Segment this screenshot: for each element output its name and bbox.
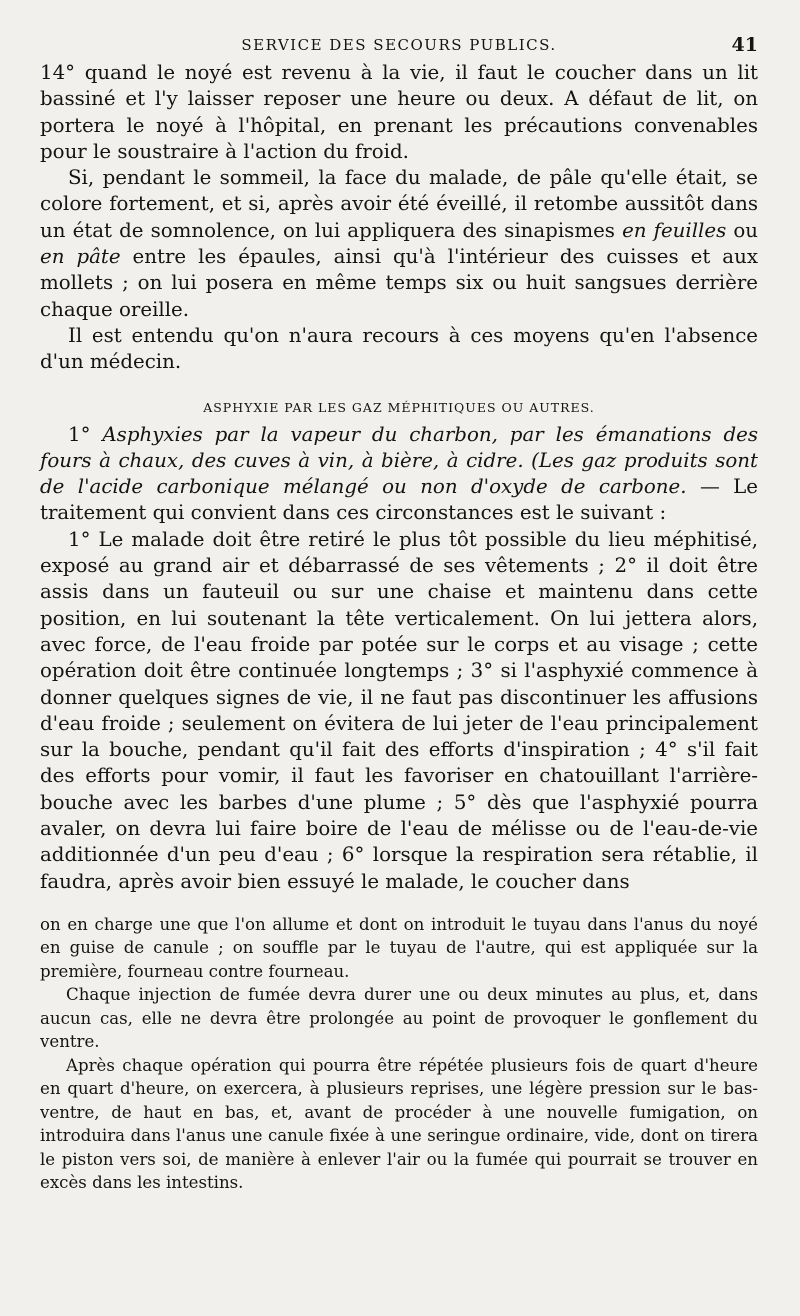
- italic-term: en pâte: [40, 245, 121, 269]
- page-number: 41: [731, 34, 758, 56]
- running-title: SERVICE DES SECOURS PUBLICS.: [241, 36, 557, 54]
- text-run: entre les épaules, ainsi qu'à l'intérieur des cuisses et aux mollets ; on lui posera en même temps six ou huit sangsues derrière chaque oreille.: [40, 245, 758, 321]
- italic-term: en feuilles: [622, 218, 727, 242]
- main-text: [40, 60, 758, 895]
- footnote-paragraph: on en charge une que l'on allume et dont on introduit le tuyau dans l'anus du noyé en guise de canule ; on souffle par le tuyau de l'autre, qui est appliquée sur la première, fourneau contre fourneau.: [40, 914, 758, 981]
- paragraph-asphyxia-intro: [40, 422, 758, 527]
- footnote-paragraph: Chaque injection de fumée devra durer une ou deux minutes au plus, et, dans aucun cas, elle ne devra être prolongée au point de provoquer le gonflement du ventre.: [40, 985, 758, 1052]
- text-run: Si, pendant le sommeil, la face du malade, de pâle qu'elle était, se colore fortement, et si, après avoir été éveillé, il retombe aussitôt dans un état de somnolence, on lui appliquera des sinapismes: [40, 166, 758, 242]
- paragraph-recovery: 14° quand le noyé est revenu à la vie, il faut le coucher dans un lit bassiné et l'y laisser reposer une heure ou deux. A défaut de lit, on portera le noyé à l'hôpital, en prenant les précautions convenables pour le soustraire à l'action du froid.: [40, 61, 758, 163]
- text-run: — Le traitement qui convient dans ces circonstances est le suivant :: [40, 475, 758, 525]
- text-run: ou: [726, 218, 758, 242]
- footnote-block: [40, 913, 758, 1195]
- paragraph-treatment: 1° Le malade doit être retiré le plus tôt possible du lieu méphitisé, exposé au grand air et débarrassé de ses vêtements ; 2° il doit être assis dans un fauteuil ou sur une chaise et maintenu dans cette position, en lui soutenant la tête verticalement. On lui jettera alors, avec force, de l'eau froide par potée sur le corps et au visage ; cette opération doit être continuée longtemps ; 3° si l'asphyxié commence à donner quelques signes de vie, il ne faut pas discontinuer les affusions d'eau froide ; seulement on évitera de lui jeter de l'eau principalement sur la bouche, pendant qu'il fait des efforts d'inspiration ; 4° s'il fait des efforts pour vomir, il faut les favoriser en chatouillant l'arrière-bouche avec les barbes d'une plume ; 5° dès que l'asphyxié pourra avaler, on devra lui faire boire de l'eau de mélisse ou de l'eau-de-vie additionnée d'un peu d'eau ; 6° lorsque la respiration sera rétablie, il faudra, après avoir bien essuyé le malade, le coucher dans: [40, 527, 758, 893]
- paragraph-somnolence: [40, 165, 758, 323]
- italic-heading: Asphyxies par la vapeur du charbon, par les émanations des fours à chaux, des cuves à vin, à bière, à cidre. (Les gaz produits sont de l'acide carbonique mélangé ou non d'oxyde de carbone.: [40, 422, 758, 499]
- paragraph-physician: Il est entendu qu'on n'aura recours à ces moyens qu'en l'absence d'un médecin.: [40, 323, 758, 374]
- footnote-paragraph: Après chaque opération qui pourra être répétée plusieurs fois de quart d'heure en quart d'heure, on exercera, à plusieurs reprises, une légère pression sur le bas-ventre, de haut en bas, et, avant de procéder à une nouvelle fumigation, on introduira dans l'anus une canule fixée à une seringue ordinaire, vide, dont on tirera le piston vers soi, de manière à enlever l'air ou la fumée qui pourrait se trouver en excès dans les intestins.: [40, 1055, 758, 1193]
- running-header: [40, 30, 758, 60]
- text-run: 1°: [68, 422, 103, 446]
- section-heading: ASPHYXIE PAR LES GAZ MÉPHITIQUES OU AUTRES.: [203, 399, 595, 415]
